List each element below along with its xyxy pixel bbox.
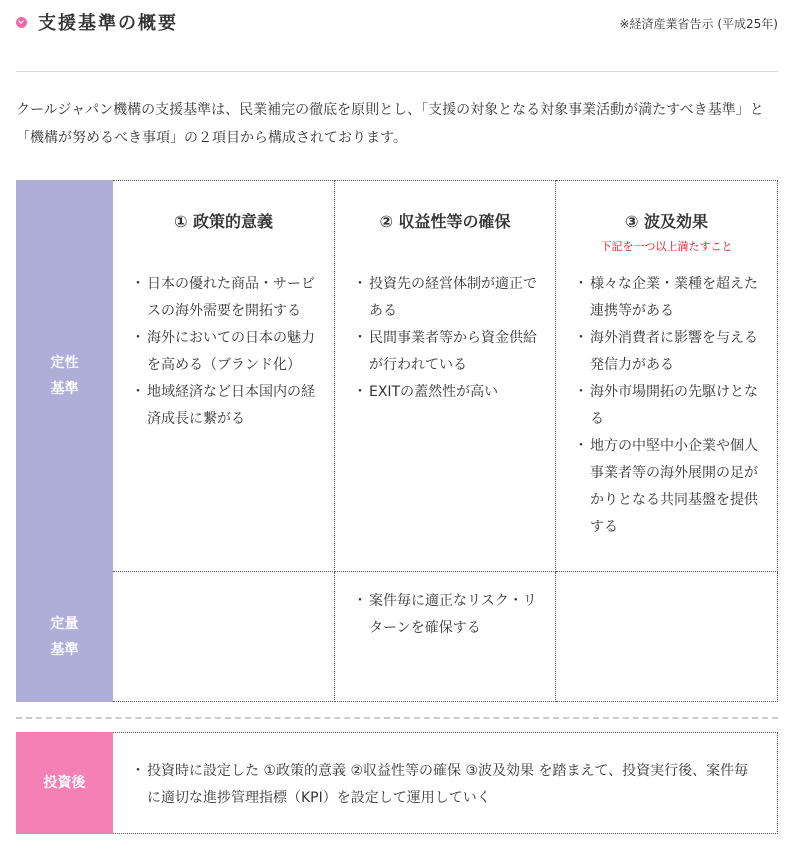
column-heading-profitability: ② 収益性等の確保 <box>379 212 511 231</box>
list-item: ・ 海外消費者に影響を与える発信力がある <box>576 325 761 379</box>
cell-after-investment <box>113 732 778 834</box>
list-item: ・ 海外においての日本の魅力を高める（ブランド化） <box>133 325 318 379</box>
column-subheading-ripple-effect: 下記を一つ以上満たすこと <box>600 240 733 253</box>
row-label-quantitative <box>16 572 113 702</box>
after-investment-row <box>16 732 778 834</box>
cell-policy-significance-quantitative <box>113 572 335 702</box>
criteria-table <box>16 180 778 702</box>
page-title: 支援基準の概要 <box>38 13 178 34</box>
list-item: ・ 海外市場開拓の先駆けとなる <box>576 379 761 433</box>
row-label-qualitative <box>16 180 113 572</box>
after-investment-list <box>133 758 761 812</box>
list-item: ・ 地方の中堅中小企業や個人事業者等の海外展開の足がかりとなる共同基盤を提供する <box>576 433 761 541</box>
legal-notice: ※経済産業省告示 (平成25年) <box>619 17 778 31</box>
row-label-quantitative-line2: 基準 <box>50 642 79 658</box>
list-item: ・ 日本の優れた商品・サービスの海外需要を開拓する <box>133 271 318 325</box>
list-item: ・ 民間事業者等から資金供給が行われている <box>355 325 539 379</box>
ripple-effect-list <box>576 271 761 541</box>
row-label-qualitative-line2: 基準 <box>50 381 79 397</box>
cell-ripple-effect-quantitative <box>556 572 778 702</box>
profitability-quantitative-list <box>355 588 539 642</box>
list-item: ・ 投資時に設定した ①政策的意義 ②収益性等の確保 ③波及効果 を踏まえて、投資実行後、案件毎に適切な進捗管理指標（KPI）を設定して運用していく <box>133 758 761 812</box>
cell-profitability-qualitative <box>335 180 556 572</box>
header-divider <box>16 71 778 72</box>
row-label-after-investment: 投資後 <box>16 732 113 834</box>
page-header <box>0 0 794 72</box>
pink-circle-check-icon <box>16 17 27 28</box>
list-item: ・ EXITの蓋然性が高い <box>355 379 539 406</box>
column-heading-ripple-effect: ③ 波及効果 <box>624 212 709 231</box>
list-item: ・ 様々な企業・業種を超えた連携等がある <box>576 271 761 325</box>
intro-paragraph: クールジャパン機構の支援基準は、民業補完の徹底を原則とし、「支援の対象となる対象事業活動が満たすべき基準」と「機構が努めるべき事項」の２項目から構成されております。 <box>16 102 764 146</box>
list-item: ・ 案件毎に適正なリスク・リターンを確保する <box>355 588 539 642</box>
column-heading-policy-significance: ① 政策的意義 <box>173 212 274 231</box>
profitability-list <box>355 271 539 406</box>
cell-ripple-effect-qualitative <box>556 180 778 572</box>
row-label-quantitative-line1: 定量 <box>50 616 79 632</box>
list-item: ・ 投資先の経営体制が適正である <box>355 271 539 325</box>
section-divider <box>16 717 778 719</box>
list-item: ・ 地域経済など日本国内の経済成長に繋がる <box>133 379 318 433</box>
row-label-qualitative-line1: 定性 <box>50 355 79 371</box>
cell-policy-significance-qualitative <box>113 180 335 572</box>
policy-significance-list <box>133 271 318 433</box>
cell-profitability-quantitative <box>335 572 556 702</box>
